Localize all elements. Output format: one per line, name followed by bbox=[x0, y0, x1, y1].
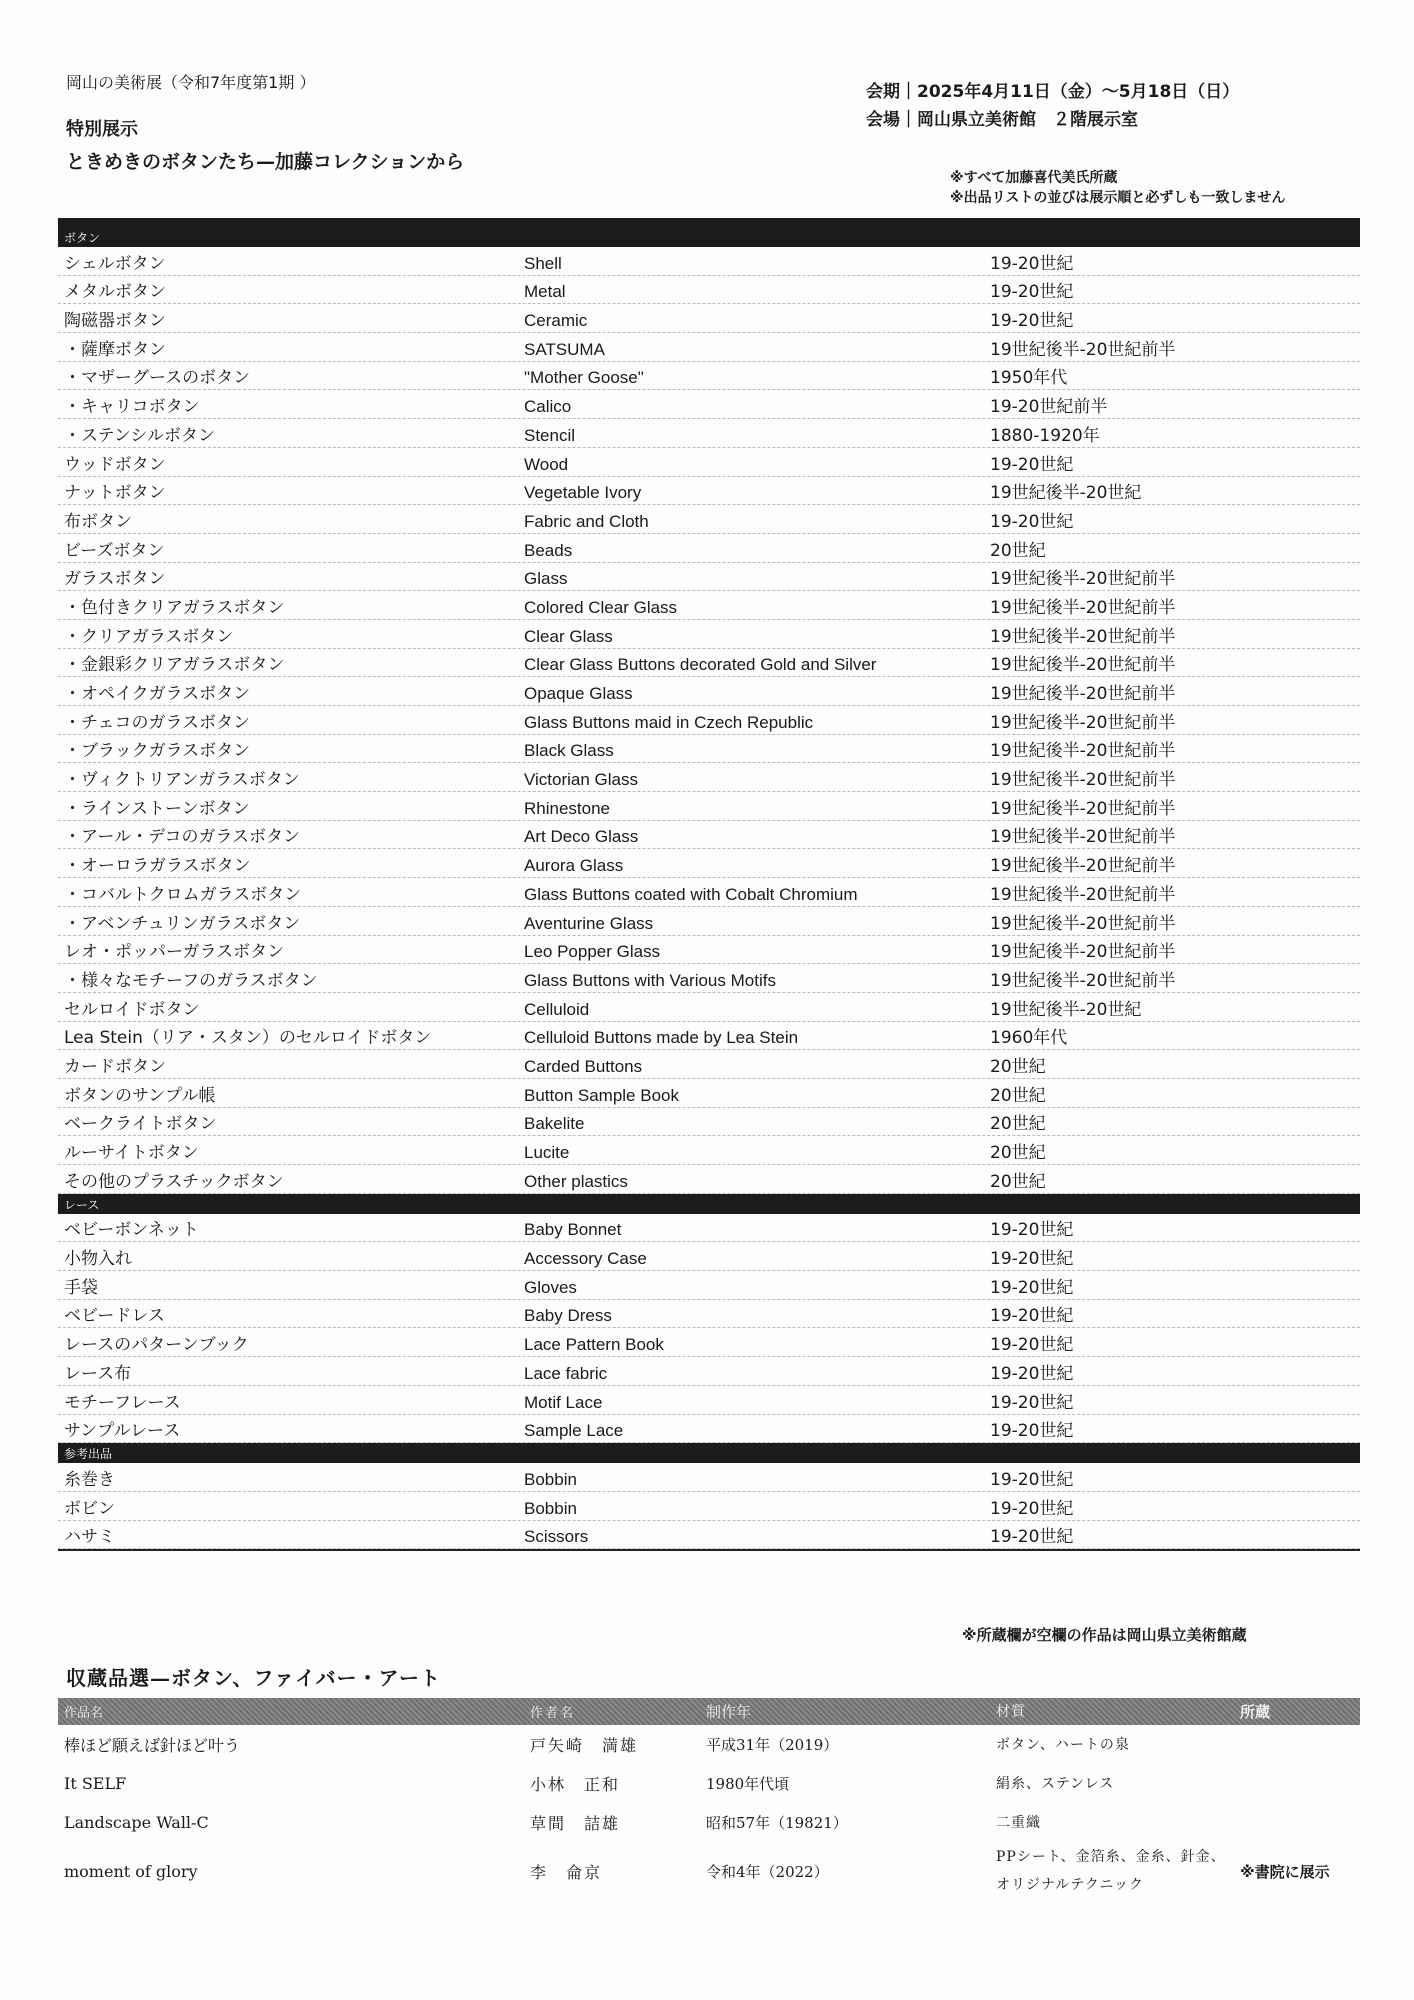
item-name-jp: ・キャリコボタン bbox=[64, 397, 200, 418]
item-name-jp: ・マザーグースのボタン bbox=[64, 368, 251, 389]
note-order: ※出品リストの並びは展示順と必ずしも一致しません bbox=[950, 190, 1286, 206]
work-artist: 草間 詰雄 bbox=[530, 1814, 621, 1833]
list-item bbox=[58, 1214, 1360, 1243]
item-name-en: Beads bbox=[524, 540, 573, 560]
list-item bbox=[58, 1108, 1360, 1137]
list-item bbox=[58, 763, 1360, 792]
item-era: 19-20世紀 bbox=[990, 454, 1074, 475]
section-header: ボタン bbox=[58, 218, 1360, 247]
header-title: 作品名 bbox=[64, 1706, 104, 1721]
exhibition-title: ときめきのボタンたち—加藤コレクションから bbox=[66, 151, 465, 173]
work-artist: 李 侖京 bbox=[530, 1862, 603, 1882]
list-item bbox=[58, 907, 1360, 936]
item-name-en: Bobbin bbox=[524, 1498, 577, 1518]
collection-table-header bbox=[58, 1698, 1360, 1725]
item-name-jp: シェルボタン bbox=[64, 253, 166, 274]
item-name-en: Black Glass bbox=[524, 741, 614, 761]
item-era: 1960年代 bbox=[990, 1028, 1068, 1049]
item-era: 20世紀 bbox=[990, 1114, 1046, 1135]
item-name-en: Bobbin bbox=[524, 1469, 577, 1489]
item-name-en: Glass Buttons maid in Czech Republic bbox=[524, 712, 814, 732]
item-era: 19-20世紀 bbox=[990, 253, 1074, 274]
item-name-jp: ・ラインストーンボタン bbox=[64, 798, 250, 819]
item-name-en: Clear Glass bbox=[524, 626, 613, 646]
list-item bbox=[58, 792, 1360, 821]
list-item bbox=[58, 276, 1360, 305]
item-era: 19世紀後半-20世紀前半 bbox=[990, 770, 1176, 791]
item-name-en: Aventurine Glass bbox=[524, 913, 654, 933]
list-item bbox=[58, 1463, 1360, 1492]
list-item bbox=[58, 1300, 1360, 1329]
item-name-jp: レオ・ポッパーガラスボタン bbox=[64, 942, 285, 963]
list-item bbox=[58, 936, 1360, 965]
item-name-jp: レース布 bbox=[64, 1363, 132, 1384]
item-name-en: Celluloid Buttons made by Lea Stein bbox=[524, 1028, 799, 1048]
item-name-jp: 手袋 bbox=[64, 1277, 98, 1298]
item-name-jp: 陶磁器ボタン bbox=[64, 311, 166, 332]
item-name-jp: ハサミ bbox=[64, 1527, 115, 1548]
list-item bbox=[58, 1165, 1360, 1194]
item-era: 19-20世紀 bbox=[990, 1277, 1074, 1298]
list-item bbox=[58, 1328, 1360, 1357]
item-name-jp: モチーフレース bbox=[64, 1392, 181, 1413]
item-name-en: "Mother Goose" bbox=[524, 368, 644, 388]
item-name-en: Glass bbox=[524, 569, 568, 589]
exhibition-info bbox=[866, 78, 1239, 134]
item-era: 19世紀後半-20世紀 bbox=[990, 999, 1142, 1020]
item-era: 1880-1920年 bbox=[990, 425, 1100, 446]
item-name-en: Vegetable Ivory bbox=[524, 483, 642, 503]
item-name-en: Lucite bbox=[524, 1143, 570, 1162]
item-name-en: Lace fabric bbox=[524, 1363, 608, 1383]
item-name-en: Gloves bbox=[524, 1277, 577, 1297]
work-title: moment of glory bbox=[64, 1861, 198, 1881]
item-era: 19-20世紀 bbox=[990, 511, 1074, 532]
work-owner: ※書院に展示 bbox=[1240, 1862, 1330, 1881]
item-era: 19世紀後半-20世紀前半 bbox=[990, 970, 1176, 991]
item-era: 19-20世紀 bbox=[990, 1335, 1074, 1356]
item-name-en: Button Sample Book bbox=[524, 1085, 679, 1105]
list-item bbox=[58, 1242, 1360, 1271]
note-owner: ※すべて加藤喜代美氏所蔵 bbox=[950, 170, 1118, 186]
item-name-en: Opaque Glass bbox=[524, 684, 633, 703]
work-artist: 小林 正和 bbox=[530, 1775, 621, 1794]
item-name-jp: ベビーボンネット bbox=[64, 1220, 199, 1241]
list-item bbox=[58, 706, 1360, 735]
list-item bbox=[58, 649, 1360, 678]
list-item bbox=[58, 849, 1360, 878]
item-era: 19世紀後半-20世紀前半 bbox=[990, 684, 1176, 704]
table-row bbox=[58, 1725, 1360, 1764]
work-material: PPシート、金箔糸、金糸、針金、オリジナルテクニック bbox=[996, 1849, 1226, 1893]
list-item bbox=[58, 964, 1360, 993]
list-item bbox=[58, 1521, 1360, 1550]
list-item bbox=[58, 878, 1360, 907]
work-material: 絹糸、ステンレス bbox=[996, 1775, 1115, 1792]
item-name-en: Scissors bbox=[524, 1527, 589, 1547]
item-name-en: Motif Lace bbox=[524, 1392, 603, 1412]
exhibition-series: 岡山の美術展（令和7年度第1期 ） bbox=[66, 73, 316, 92]
header-material: 材質 bbox=[996, 1703, 1026, 1720]
item-name-jp: ・色付きクリアガラスボタン bbox=[64, 597, 285, 618]
item-era: 19-20世紀 bbox=[990, 1306, 1074, 1327]
item-name-jp: 小物入れ bbox=[64, 1249, 132, 1270]
work-title: Landscape Wall-C bbox=[64, 1813, 209, 1832]
item-name-en: Other plastics bbox=[524, 1171, 628, 1191]
item-name-en: SATSUMA bbox=[524, 339, 605, 359]
work-year: 昭和57年（19821） bbox=[706, 1814, 848, 1832]
item-name-jp: ガラスボタン bbox=[64, 569, 166, 590]
item-name-jp: ・クリアガラスボタン bbox=[64, 626, 234, 647]
item-name-jp: レースのパターンブック bbox=[64, 1335, 249, 1356]
item-era: 19-20世紀 bbox=[990, 1421, 1074, 1442]
special-exhibit-label: 特別展示 bbox=[66, 119, 138, 140]
item-era: 19-20世紀 bbox=[990, 282, 1074, 303]
exhibition-header bbox=[66, 70, 464, 174]
header-artist: 作者名 bbox=[530, 1706, 576, 1721]
item-name-en: Accessory Case bbox=[524, 1249, 647, 1269]
item-name-jp: ボタンのサンプル帳 bbox=[64, 1085, 216, 1106]
item-era: 19-20世紀前半 bbox=[990, 397, 1108, 418]
item-name-en: Fabric and Cloth bbox=[524, 511, 649, 531]
header-year: 制作年 bbox=[706, 1703, 752, 1721]
item-name-en: Stencil bbox=[524, 425, 576, 445]
list-item bbox=[58, 390, 1360, 419]
item-name-jp: Lea Stein（リア・スタン）のセルロイドボタン bbox=[64, 1028, 432, 1049]
item-name-jp: カードボタン bbox=[64, 1056, 166, 1077]
item-name-en: Shell bbox=[524, 253, 562, 273]
item-name-en: Glass Buttons with Various Motifs bbox=[524, 970, 776, 990]
table-row bbox=[58, 1764, 1360, 1803]
item-name-jp: メタルボタン bbox=[64, 282, 166, 303]
item-era: 20世紀 bbox=[990, 1143, 1046, 1163]
item-name-jp: ・薩摩ボタン bbox=[64, 339, 166, 360]
item-name-jp: ・ヴィクトリアンガラスボタン bbox=[64, 770, 300, 791]
item-era: 19世紀後半-20世紀前半 bbox=[990, 942, 1176, 963]
item-name-jp: ベビードレス bbox=[64, 1306, 165, 1327]
exhibition-venue: 会場｜岡山県立美術館 ２階展示室 bbox=[866, 110, 1138, 130]
list-notes bbox=[950, 168, 1285, 208]
list-item bbox=[58, 1357, 1360, 1386]
work-year: 1980年代頃 bbox=[706, 1775, 790, 1793]
item-era: 19世紀後半-20世紀前半 bbox=[990, 827, 1176, 848]
header-owner: 所蔵 bbox=[1240, 1703, 1271, 1721]
item-name-en: Sample Lace bbox=[524, 1421, 624, 1441]
work-title: 棒ほど願えば針ほど叶う bbox=[64, 1736, 241, 1755]
item-era: 19世紀後半-20世紀前半 bbox=[990, 884, 1176, 905]
list-item bbox=[58, 563, 1360, 592]
list-item bbox=[58, 247, 1360, 276]
section-header: 参考出品 bbox=[58, 1443, 1360, 1463]
item-name-en: Glass Buttons coated with Cobalt Chromium bbox=[524, 884, 858, 904]
list-item bbox=[58, 677, 1360, 706]
list-item bbox=[58, 1492, 1360, 1521]
item-name-en: Aurora Glass bbox=[524, 856, 624, 876]
item-name-en: Victorian Glass bbox=[524, 770, 639, 790]
collection-table bbox=[58, 1698, 1360, 1900]
item-name-jp: 糸巻き bbox=[64, 1469, 115, 1490]
list-item bbox=[58, 505, 1360, 534]
collection-title: 収蔵品選—ボタン、ファイバー・アート bbox=[66, 1666, 441, 1690]
item-name-en: Leo Popper Glass bbox=[524, 942, 661, 962]
list-item bbox=[58, 1386, 1360, 1415]
item-era: 19-20世紀 bbox=[990, 1249, 1074, 1270]
item-name-jp: セルロイドボタン bbox=[64, 999, 200, 1020]
item-name-en: Metal bbox=[524, 282, 566, 302]
item-era: 19世紀後半-20世紀前半 bbox=[990, 856, 1176, 877]
item-era: 19-20世紀 bbox=[990, 311, 1074, 332]
item-name-jp: ・オペイクガラスボタン bbox=[64, 684, 251, 704]
list-item bbox=[58, 591, 1360, 620]
list-item bbox=[58, 1022, 1360, 1051]
item-name-en: Ceramic bbox=[524, 311, 588, 331]
item-name-en: Calico bbox=[524, 397, 572, 417]
item-name-jp: ボビン bbox=[64, 1498, 115, 1519]
work-artist: 戸矢崎 満雄 bbox=[530, 1736, 639, 1755]
list-item bbox=[58, 477, 1360, 506]
item-era: 19世紀後半-20世紀 bbox=[990, 483, 1142, 504]
list-item bbox=[58, 534, 1360, 563]
item-era: 20世紀 bbox=[990, 1085, 1046, 1106]
work-year: 平成31年（2019） bbox=[706, 1736, 839, 1754]
list-item bbox=[58, 1271, 1360, 1300]
item-era: 19-20世紀 bbox=[990, 1363, 1074, 1384]
item-name-en: Bakelite bbox=[524, 1114, 585, 1134]
item-name-jp: ・アベンチュリンガラスボタン bbox=[64, 913, 301, 934]
item-name-jp: その他のプラスチックボタン bbox=[64, 1171, 284, 1192]
exhibition-period: 会期｜2025年4月11日（金）～5月18日（日） bbox=[866, 82, 1240, 102]
item-name-jp: ナットボタン bbox=[64, 483, 166, 504]
item-name-jp: ・アール・デコのガラスボタン bbox=[64, 827, 300, 848]
work-year: 令和4年（2022） bbox=[706, 1862, 829, 1881]
item-era: 19世紀後半-20世紀前半 bbox=[990, 913, 1176, 934]
item-era: 20世紀 bbox=[990, 1056, 1046, 1077]
item-name-en: Rhinestone bbox=[524, 798, 611, 818]
item-name-en: Colored Clear Glass bbox=[524, 597, 678, 617]
item-name-en: Wood bbox=[524, 454, 569, 474]
item-name-jp: ・ステンシルボタン bbox=[64, 425, 215, 446]
item-era: 20世紀 bbox=[990, 540, 1046, 561]
item-name-jp: ウッドボタン bbox=[64, 454, 166, 475]
item-era: 19世紀後半-20世紀前半 bbox=[990, 339, 1176, 360]
item-name-jp: ルーサイトボタン bbox=[64, 1143, 199, 1163]
item-era: 19世紀後半-20世紀前半 bbox=[990, 626, 1176, 647]
item-era: 19-20世紀 bbox=[990, 1220, 1074, 1241]
exhibit-list bbox=[58, 218, 1360, 1551]
list-item bbox=[58, 1415, 1360, 1444]
item-name-jp: ベークライトボタン bbox=[64, 1114, 217, 1135]
section-header: レース bbox=[58, 1194, 1360, 1214]
work-title: It SELF bbox=[64, 1774, 127, 1793]
item-name-en: Baby Bonnet bbox=[524, 1220, 622, 1240]
item-era: 19世紀後半-20世紀前半 bbox=[990, 712, 1176, 733]
item-name-en: Clear Glass Buttons decorated Gold and Silver bbox=[524, 655, 877, 675]
item-name-jp: 布ボタン bbox=[64, 511, 132, 532]
item-name-jp: ・チェコのガラスボタン bbox=[64, 712, 250, 733]
work-material: ボタン、ハートの泉 bbox=[996, 1736, 1130, 1753]
item-name-en: Celluloid bbox=[524, 999, 590, 1019]
list-item bbox=[58, 1136, 1360, 1165]
item-name-jp: ・コバルトクロムガラスボタン bbox=[64, 884, 302, 905]
collection-owner-note: ※所蔵欄が空欄の作品は岡山県立美術館蔵 bbox=[962, 1626, 1247, 1644]
item-name-jp: サンプルレース bbox=[64, 1421, 181, 1442]
item-name-jp: ・様々なモチーフのガラスボタン bbox=[64, 970, 318, 991]
item-era: 19-20世紀 bbox=[990, 1469, 1074, 1490]
list-item bbox=[58, 735, 1360, 764]
item-era: 19世紀後半-20世紀前半 bbox=[990, 798, 1176, 819]
item-name-jp: ・金銀彩クリアガラスボタン bbox=[64, 655, 285, 676]
list-item bbox=[58, 333, 1360, 362]
list-item bbox=[58, 821, 1360, 850]
table-row bbox=[58, 1842, 1360, 1900]
item-era: 19-20世紀 bbox=[990, 1527, 1074, 1548]
list-item bbox=[58, 993, 1360, 1022]
list-item bbox=[58, 448, 1360, 477]
item-era: 1950年代 bbox=[990, 368, 1068, 389]
item-name-jp: ・オーロラガラスボタン bbox=[64, 856, 251, 877]
item-name-en: Art Deco Glass bbox=[524, 827, 639, 847]
item-name-en: Lace Pattern Book bbox=[524, 1335, 664, 1355]
item-era: 20世紀 bbox=[990, 1171, 1046, 1192]
item-era: 19世紀後半-20世紀前半 bbox=[990, 597, 1176, 618]
list-item bbox=[58, 304, 1360, 333]
table-row bbox=[58, 1803, 1360, 1842]
item-era: 19世紀後半-20世紀前半 bbox=[990, 741, 1176, 762]
item-name-en: Carded Buttons bbox=[524, 1056, 643, 1076]
item-name-jp: ・ブラックガラスボタン bbox=[64, 741, 251, 762]
item-era: 19-20世紀 bbox=[990, 1498, 1074, 1519]
item-name-jp: ビーズボタン bbox=[64, 540, 165, 561]
list-item bbox=[58, 1079, 1360, 1108]
item-era: 19-20世紀 bbox=[990, 1392, 1074, 1413]
list-item bbox=[58, 419, 1360, 448]
work-material: 二重織 bbox=[996, 1814, 1041, 1831]
list-item bbox=[58, 1050, 1360, 1079]
list-item bbox=[58, 620, 1360, 649]
list-item bbox=[58, 362, 1360, 391]
item-era: 19世紀後半-20世紀前半 bbox=[990, 569, 1176, 590]
item-name-en: Baby Dress bbox=[524, 1306, 612, 1326]
item-era: 19世紀後半-20世紀前半 bbox=[990, 655, 1176, 676]
